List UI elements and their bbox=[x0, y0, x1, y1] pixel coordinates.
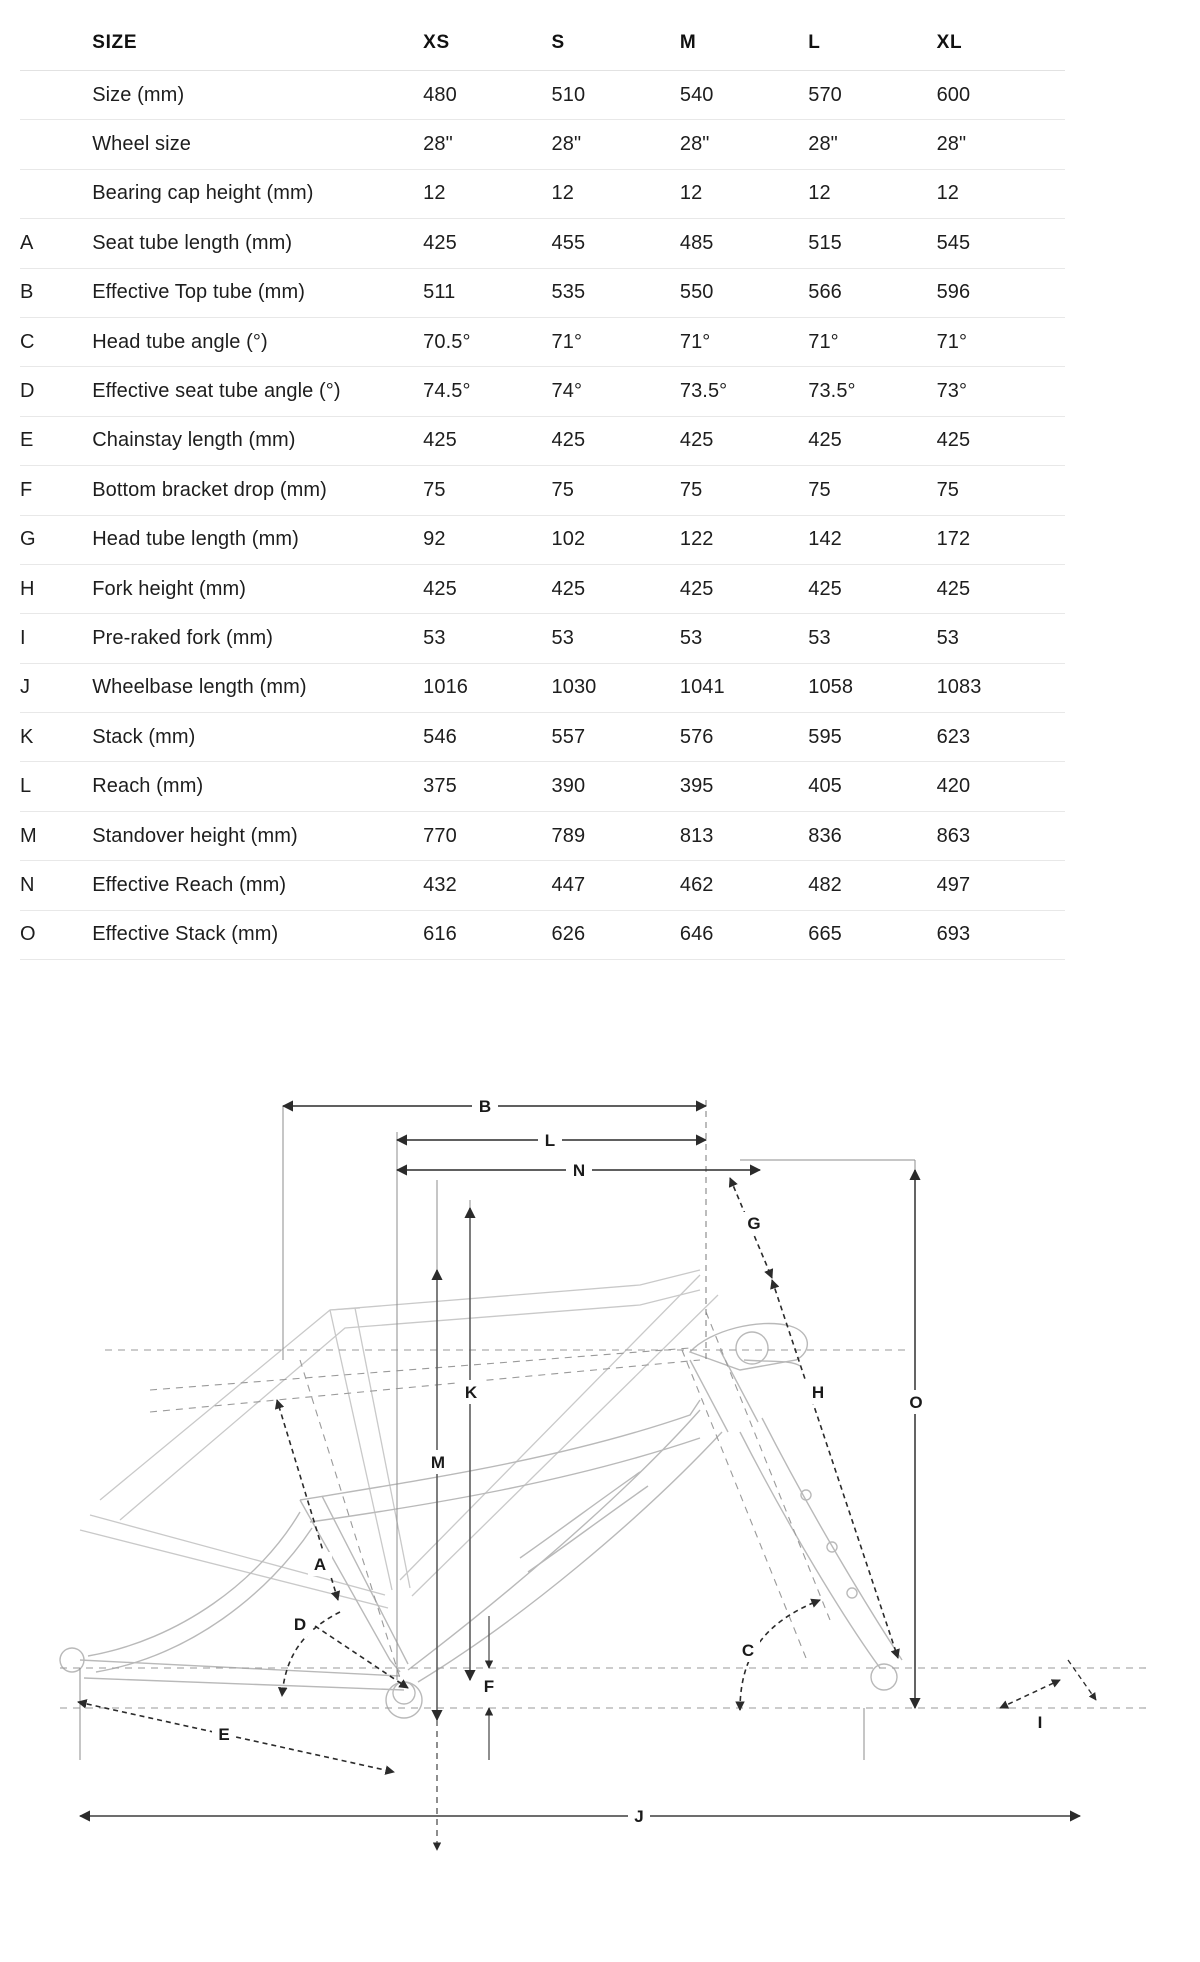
cell-xl: 12 bbox=[936, 182, 960, 205]
header-size-s: S bbox=[551, 32, 565, 53]
dimension-label-H: H bbox=[811, 1383, 825, 1402]
cell-l: 405 bbox=[808, 775, 842, 798]
cell-xl: 420 bbox=[936, 775, 971, 798]
row-label: Pre-raked fork (mm) bbox=[92, 626, 274, 649]
frame-outline-ghost bbox=[80, 1270, 718, 1608]
row-label: Effective Top tube (mm) bbox=[92, 281, 305, 304]
cell-xs: 28" bbox=[423, 133, 453, 156]
cell-m: 53 bbox=[679, 626, 703, 649]
row-label: Wheel size bbox=[92, 133, 192, 156]
row-key: L bbox=[20, 775, 32, 798]
header-key-col bbox=[20, 22, 92, 71]
row-key: H bbox=[20, 577, 35, 600]
cell-xl: 497 bbox=[936, 873, 971, 896]
frame-geometry-diagram bbox=[0, 1060, 1200, 1960]
cell-xs: 770 bbox=[423, 824, 457, 847]
row-label: Effective seat tube angle (°) bbox=[92, 380, 341, 403]
cell-xl: 693 bbox=[936, 923, 971, 946]
dimension-K bbox=[458, 1208, 482, 1680]
table-row bbox=[20, 169, 1065, 218]
header-size-l: L bbox=[808, 32, 821, 53]
cell-m: 122 bbox=[679, 528, 714, 551]
dimension-label-O: O bbox=[909, 1393, 923, 1412]
dimension-label-I: I bbox=[1037, 1713, 1043, 1732]
cell-xl: 28" bbox=[936, 133, 967, 156]
row-label: Effective Reach (mm) bbox=[92, 873, 287, 896]
cell-xs: 432 bbox=[423, 873, 457, 896]
cell-l: 1058 bbox=[808, 676, 854, 699]
row-label: Wheelbase length (mm) bbox=[92, 676, 307, 699]
dimension-label-A: A bbox=[313, 1555, 327, 1574]
frame-diagram-svg bbox=[0, 1060, 1200, 1960]
dimension-A bbox=[277, 1400, 408, 1688]
row-key: I bbox=[20, 626, 26, 649]
cell-l: 425 bbox=[808, 429, 842, 452]
table-row bbox=[20, 762, 1065, 811]
cell-xs: 12 bbox=[423, 182, 446, 205]
cell-xl: 53 bbox=[936, 626, 960, 649]
cell-m: 75 bbox=[679, 478, 703, 501]
cell-s: 74° bbox=[551, 380, 583, 403]
dimension-B bbox=[283, 1094, 706, 1118]
cell-m: 1041 bbox=[679, 676, 725, 699]
cell-xs: 1016 bbox=[423, 676, 469, 699]
row-key bbox=[20, 120, 92, 169]
table-row bbox=[20, 367, 1065, 416]
cell-xl: 425 bbox=[936, 429, 971, 452]
row-key: K bbox=[20, 725, 34, 748]
row-key: M bbox=[20, 824, 37, 847]
cell-m: 73.5° bbox=[679, 380, 728, 403]
dimension-label-J: J bbox=[634, 1807, 644, 1826]
cell-l: 595 bbox=[808, 725, 842, 748]
header-size-xs: XS bbox=[423, 32, 450, 53]
row-key: O bbox=[20, 923, 36, 946]
row-label: Head tube length (mm) bbox=[92, 528, 299, 551]
cell-xl: 75 bbox=[936, 478, 960, 501]
dimension-label-F: F bbox=[483, 1677, 495, 1696]
cell-xs: 53 bbox=[423, 626, 446, 649]
cell-m: 425 bbox=[679, 429, 714, 452]
row-key: N bbox=[20, 873, 35, 896]
cell-xs: 74.5° bbox=[423, 380, 471, 403]
cell-s: 75 bbox=[551, 478, 574, 501]
dimension-E bbox=[78, 1702, 394, 1772]
cell-s: 53 bbox=[551, 626, 574, 649]
cell-l: 142 bbox=[808, 528, 842, 551]
geometry-table bbox=[20, 22, 1065, 960]
cell-m: 425 bbox=[679, 577, 714, 600]
cell-m: 71° bbox=[679, 330, 711, 353]
cell-m: 646 bbox=[679, 923, 714, 946]
table-row bbox=[20, 317, 1065, 366]
cell-s: 535 bbox=[551, 281, 586, 304]
dimension-label-M: M bbox=[430, 1453, 446, 1472]
cell-xs: 425 bbox=[423, 429, 457, 452]
table-row bbox=[20, 416, 1065, 465]
cell-l: 425 bbox=[808, 577, 842, 600]
cell-s: 425 bbox=[551, 577, 586, 600]
cell-l: 665 bbox=[808, 923, 842, 946]
row-key: C bbox=[20, 330, 35, 353]
table-row bbox=[20, 515, 1065, 564]
dimension-label-D: D bbox=[293, 1615, 307, 1634]
header-size-m: M bbox=[679, 32, 697, 53]
cell-xs: 92 bbox=[423, 528, 446, 551]
dimension-C bbox=[736, 1600, 820, 1710]
cell-m: 550 bbox=[679, 281, 714, 304]
cell-m: 462 bbox=[679, 873, 714, 896]
row-label: Seat tube length (mm) bbox=[92, 231, 293, 254]
cell-l: 71° bbox=[808, 330, 839, 353]
row-key: F bbox=[20, 478, 33, 501]
row-label: Reach (mm) bbox=[92, 775, 204, 798]
cell-s: 28" bbox=[551, 133, 582, 156]
cell-xl: 71° bbox=[936, 330, 968, 353]
row-key: D bbox=[20, 380, 35, 403]
table-row bbox=[20, 268, 1065, 317]
cell-xs: 425 bbox=[423, 577, 457, 600]
cell-xl: 596 bbox=[936, 281, 971, 304]
cell-l: 482 bbox=[808, 873, 842, 896]
cell-l: 53 bbox=[808, 626, 831, 649]
row-key: E bbox=[20, 429, 34, 452]
dimension-label-N: N bbox=[572, 1161, 586, 1180]
cell-m: 12 bbox=[679, 182, 703, 205]
cell-xl: 545 bbox=[936, 231, 971, 254]
table-row bbox=[20, 811, 1065, 860]
cell-m: 28" bbox=[679, 133, 710, 156]
cell-s: 102 bbox=[551, 528, 586, 551]
table-row bbox=[20, 219, 1065, 268]
row-label: Chainstay length (mm) bbox=[92, 429, 296, 452]
cell-l: 566 bbox=[808, 281, 842, 304]
dimension-O bbox=[903, 1170, 929, 1708]
cell-m: 395 bbox=[679, 775, 714, 798]
dimension-label-L: L bbox=[544, 1131, 556, 1150]
header-size-label: SIZE bbox=[92, 32, 138, 53]
header-row bbox=[20, 22, 1065, 71]
cell-xs: 70.5° bbox=[423, 330, 471, 353]
cell-s: 510 bbox=[551, 83, 586, 106]
table-row bbox=[20, 564, 1065, 613]
table-row bbox=[20, 466, 1065, 515]
row-label: Stack (mm) bbox=[92, 725, 196, 748]
header-size-xl: XL bbox=[936, 32, 963, 53]
cell-l: 836 bbox=[808, 824, 842, 847]
table-row bbox=[20, 614, 1065, 663]
table-row bbox=[20, 910, 1065, 959]
witness-lines bbox=[80, 1106, 915, 1760]
cell-s: 789 bbox=[551, 824, 586, 847]
cell-s: 447 bbox=[551, 873, 586, 896]
row-label: Standover height (mm) bbox=[92, 824, 298, 847]
cell-xs: 616 bbox=[423, 923, 457, 946]
cell-s: 425 bbox=[551, 429, 586, 452]
dimension-M bbox=[425, 1270, 451, 1720]
dimension-D bbox=[282, 1612, 340, 1696]
row-label: Size (mm) bbox=[92, 83, 185, 106]
dimension-L bbox=[397, 1128, 706, 1152]
cell-l: 515 bbox=[808, 231, 842, 254]
dimension-I bbox=[1000, 1660, 1096, 1734]
cell-s: 455 bbox=[551, 231, 586, 254]
table-row bbox=[20, 663, 1065, 712]
row-key: J bbox=[20, 676, 31, 699]
row-label: Effective Stack (mm) bbox=[92, 923, 279, 946]
row-key: G bbox=[20, 528, 36, 551]
table-row bbox=[20, 713, 1065, 762]
table-body bbox=[20, 71, 1065, 960]
cell-xl: 623 bbox=[936, 725, 971, 748]
table-row bbox=[20, 861, 1065, 910]
cell-m: 576 bbox=[679, 725, 714, 748]
row-label: Fork height (mm) bbox=[92, 577, 247, 600]
table-header bbox=[20, 22, 1065, 71]
dimension-G bbox=[730, 1178, 772, 1278]
row-key: A bbox=[20, 231, 34, 254]
dimension-label-K: K bbox=[464, 1383, 478, 1402]
cell-xs: 425 bbox=[423, 231, 457, 254]
cell-m: 813 bbox=[679, 824, 714, 847]
cell-l: 570 bbox=[808, 83, 842, 106]
dimension-label-B: B bbox=[478, 1097, 492, 1116]
dimension-label-E: E bbox=[218, 1725, 230, 1744]
cell-xs: 511 bbox=[423, 281, 456, 304]
row-key bbox=[20, 71, 92, 120]
cell-l: 75 bbox=[808, 478, 831, 501]
table-row bbox=[20, 120, 1065, 169]
geometry-table-container bbox=[20, 22, 1065, 960]
cell-xl: 1083 bbox=[936, 676, 982, 699]
row-key bbox=[20, 169, 92, 218]
cell-m: 540 bbox=[679, 83, 714, 106]
row-label: Head tube angle (°) bbox=[92, 330, 268, 353]
cell-xl: 863 bbox=[936, 824, 971, 847]
dimension-label-C: C bbox=[741, 1641, 755, 1660]
cell-m: 485 bbox=[679, 231, 714, 254]
cell-xl: 600 bbox=[936, 83, 971, 106]
row-label: Bottom bracket drop (mm) bbox=[92, 478, 327, 501]
cell-s: 390 bbox=[551, 775, 586, 798]
cell-s: 71° bbox=[551, 330, 583, 353]
cell-l: 12 bbox=[808, 182, 831, 205]
dimension-F bbox=[477, 1616, 501, 1760]
cell-s: 557 bbox=[551, 725, 586, 748]
dimension-label-G: G bbox=[747, 1214, 761, 1233]
cell-l: 73.5° bbox=[808, 380, 856, 403]
row-key: B bbox=[20, 281, 34, 304]
cell-xs: 480 bbox=[423, 83, 457, 106]
cell-s: 626 bbox=[551, 923, 586, 946]
row-label: Bearing cap height (mm) bbox=[92, 182, 314, 205]
cell-xl: 425 bbox=[936, 577, 971, 600]
cell-xl: 172 bbox=[936, 528, 971, 551]
cell-xs: 75 bbox=[423, 478, 446, 501]
cell-l: 28" bbox=[808, 133, 838, 156]
cell-xl: 73° bbox=[936, 380, 968, 403]
cell-s: 1030 bbox=[551, 676, 597, 699]
table-row bbox=[20, 71, 1065, 120]
cell-xs: 375 bbox=[423, 775, 457, 798]
cell-xs: 546 bbox=[423, 725, 457, 748]
cell-s: 12 bbox=[551, 182, 574, 205]
